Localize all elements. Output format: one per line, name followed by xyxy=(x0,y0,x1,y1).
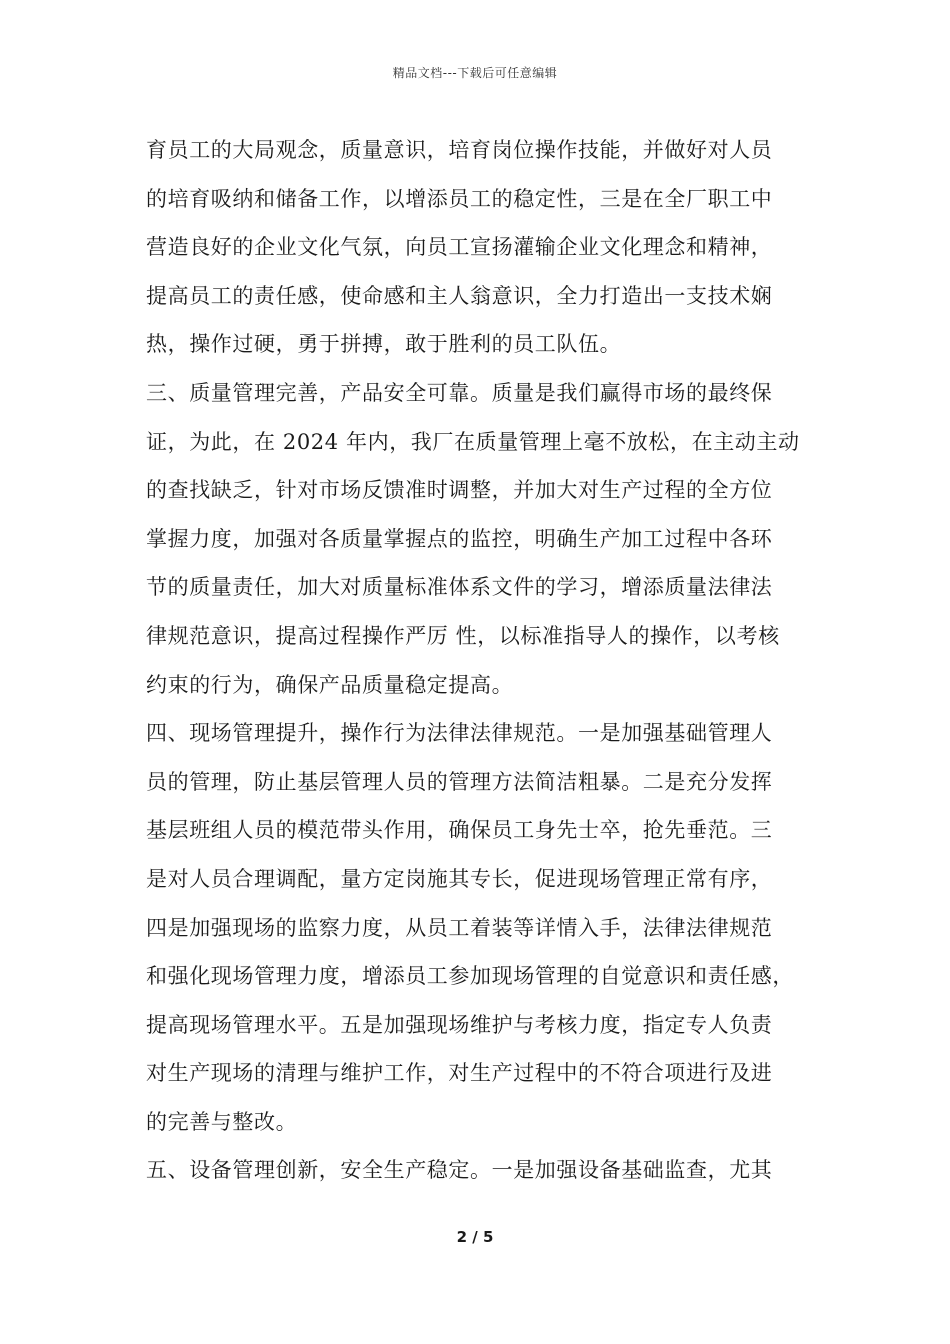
page-number: 2 / 5 xyxy=(456,1228,494,1246)
body-line: 的查找缺乏，针对市场反馈准时调整，并加大对生产过程的全方位 xyxy=(146,478,773,503)
section-heading-line: 三、质量管理完善，产品安全可靠。质量是我们赢得市场的最终保 xyxy=(146,380,773,405)
body-line: 的培育吸纳和储备工作，以增添员工的稳定性，三是在全厂职工中 xyxy=(146,186,773,211)
section-heading-line: 五、设备管理创新，安全生产稳定。一是加强设备基础监查，尤其 xyxy=(146,1158,773,1183)
body-line: 育员工的大局观念，质量意识，培育岗位操作技能，并做好对人员 xyxy=(146,138,773,162)
page-header: 精品文档---下载后可任意编辑 xyxy=(392,66,558,80)
body-line: 基层班组人员的模范带头作用，确保员工身先士卒，抢先垂范。三 xyxy=(146,818,773,843)
body-line: 提高现场管理水平。五是加强现场维护与考核力度，指定专人负责 xyxy=(146,1012,773,1037)
body-line: 约束的行为，确保产品质量稳定提高。 xyxy=(146,672,514,697)
body-line: 掌握力度，加强对各质量掌握点的监控，明确生产加工过程中各环 xyxy=(146,526,773,551)
body-line: 营造良好的企业文化气氛，向员工宣扬灌输企业文化理念和精神， xyxy=(146,235,773,260)
body-line: 律规范意识，提高过程操作严厉 性，以标准指导人的操作，以考核 xyxy=(146,623,780,648)
body-line: 是对人员合理调配，量方定岗施其专长，促进现场管理正常有序， xyxy=(146,866,773,891)
body-line: 热，操作过硬，勇于拼搏，敢于胜利的员工队伍。 xyxy=(146,332,622,357)
body-line: 节的质量责任，加大对质量标准体系文件的学习，增添质量法律法 xyxy=(146,575,773,600)
body-line: 对生产现场的清理与维护工作，对生产过程中的不符合项进行及进 xyxy=(146,1061,773,1086)
body-line: 和强化现场管理力度，增添员工参加现场管理的自觉意识和责任感， xyxy=(146,964,794,989)
body-line: 四是加强现场的监察力度，从员工着装等详情入手，法律法律规范 xyxy=(146,915,773,940)
section-heading-line: 四、现场管理提升，操作行为法律法律规范。一是加强基础管理人 xyxy=(146,721,773,746)
document-body xyxy=(146,126,816,1195)
body-line: 证，为此，在 2024 年内，我厂在质量管理上毫不放松，在主动主动 xyxy=(146,429,800,454)
body-line: 员的管理，防止基层管理人员的管理方法简洁粗暴。二是充分发挥 xyxy=(146,769,773,794)
body-line: 提高员工的责任感，使命感和主人翁意识，全力打造出一支技术娴 xyxy=(146,283,773,308)
body-line: 的完善与整改。 xyxy=(146,1109,298,1134)
